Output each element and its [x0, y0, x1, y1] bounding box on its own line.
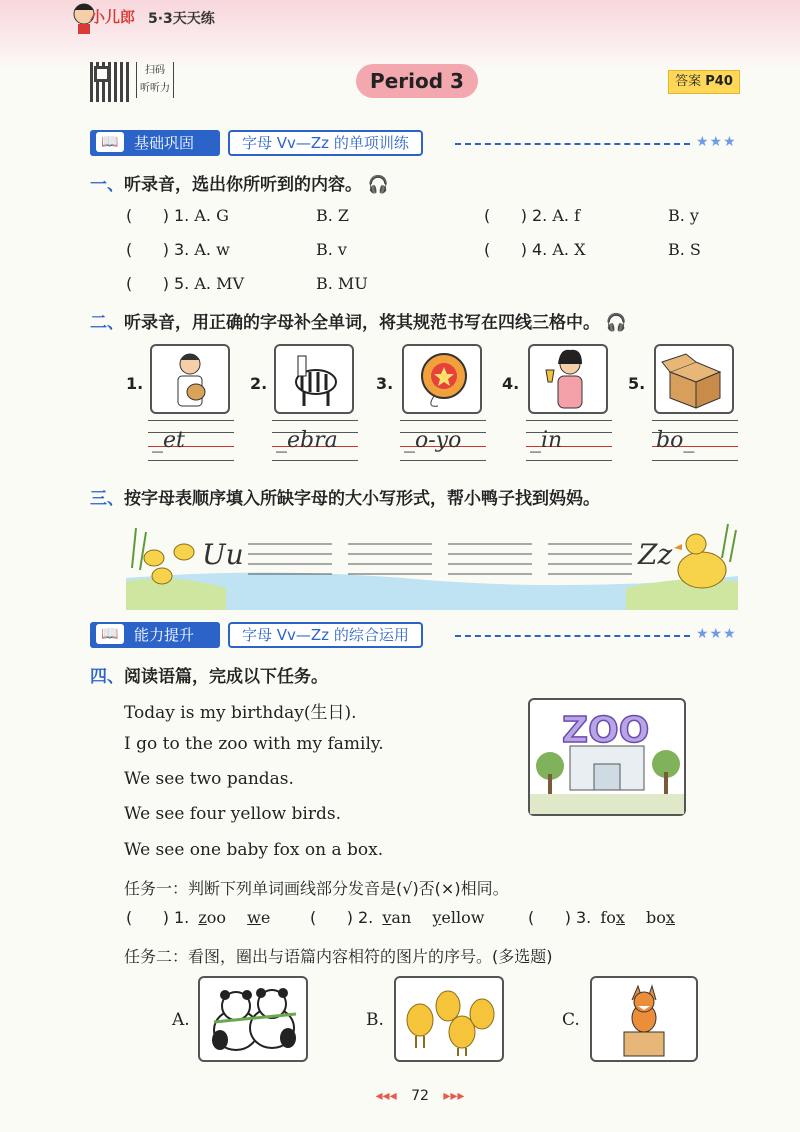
q1-item-3[interactable]: ( ) 3. A. w [126, 240, 230, 259]
q1-item-1[interactable]: ( ) 1. A. G [126, 206, 229, 225]
winner-picture [528, 344, 608, 414]
pet-picture [150, 344, 230, 414]
qr-code-icon[interactable] [90, 62, 130, 102]
task1-item-3[interactable]: ( ) 3. fox box [528, 908, 675, 927]
q1-item-4-option-b[interactable]: B. S [668, 240, 701, 259]
zoo-sign: ZOO [562, 710, 650, 751]
word-5-number: 5. [628, 374, 646, 393]
section-tag: 📖 基础巩固 [90, 130, 220, 156]
word-1: _et [152, 428, 185, 453]
q1-item-2[interactable]: ( ) 2. A. f [484, 206, 581, 225]
q1-item-2-option-b[interactable]: B. y [668, 206, 699, 225]
passage-line-2: I go to the zoo with my family. [124, 734, 384, 754]
scan-label: 扫码 听听力 [136, 62, 174, 98]
q1-item-3-option-b[interactable]: B. v [316, 240, 347, 259]
yellow-birds-picture[interactable] [394, 976, 504, 1062]
task-1-instruction: 任务一：判断下列单词画线部分发音是(√)否(×)相同。 [124, 879, 509, 898]
passage-line-1: Today is my birthday(生日). [124, 703, 357, 723]
question-3-title: 三、按字母表顺序填入所缺字母的大小写形式，帮小鸭子找到妈妈。 [90, 489, 600, 509]
section-subtitle: 字母 Vv—Zz 的单项训练 [228, 130, 423, 156]
star-rating-icon: ★★★ [696, 626, 737, 642]
brand-series: 5·3天天练 [148, 11, 215, 27]
section-header-basic [90, 130, 740, 156]
task-2-instruction: 任务二：看图，圈出与语篇内容相符的图片的序号。(多选题) [124, 947, 553, 966]
q1-item-5-option-b[interactable]: B. MU [316, 274, 368, 293]
word-2: _ebra [276, 428, 338, 453]
answer-badge: 答案 P40 [668, 70, 740, 94]
box-picture [654, 344, 734, 414]
question-4-title: 四、阅读语篇，完成以下任务。 [90, 667, 328, 687]
q1-item-4[interactable]: ( ) 4. A. X [484, 240, 586, 259]
word-4-number: 4. [502, 374, 520, 393]
passage-line-4: We see four yellow birds. [124, 804, 341, 824]
page-number: ◂◂◂ 72 ▸▸▸ [375, 1088, 465, 1104]
task1-item-2[interactable]: ( ) 2. van yellow [310, 908, 485, 927]
q1-item-5[interactable]: ( ) 5. A. MV [126, 274, 245, 293]
yoyo-picture [402, 344, 482, 414]
end-letter: Zz [638, 538, 673, 571]
option-b-label[interactable]: B. [366, 1010, 384, 1030]
section-tag: 📖 能力提升 [90, 622, 220, 648]
question-2-title: 二、听录音，用正确的字母补全单词，将其规范书写在四线三格中。 🎧 [90, 313, 628, 333]
option-c-label[interactable]: C. [562, 1010, 580, 1030]
passage-line-3: We see two pandas. [124, 769, 294, 789]
book-icon: 📖 [96, 624, 124, 644]
word-3-number: 3. [376, 374, 394, 393]
brand-name: 小儿郎 [90, 8, 136, 26]
dashed-divider [455, 143, 690, 145]
option-a-label[interactable]: A. [172, 1010, 190, 1030]
word-3: _o-yo [404, 428, 462, 453]
section-header-advanced [90, 622, 740, 648]
passage-line-5: We see one baby fox on a box. [124, 840, 384, 860]
word-5: bo_ [656, 428, 695, 453]
question-1-title: 一、听录音，选出你所听到的内容。 🎧 [90, 175, 390, 195]
word-2-number: 2. [250, 374, 268, 393]
word-4: _in [530, 428, 563, 453]
section-subtitle: 字母 Vv—Zz 的综合运用 [228, 622, 423, 648]
word-1-number: 1. [126, 374, 144, 393]
page-title: Period 3 [356, 64, 478, 98]
zebra-picture [274, 344, 354, 414]
zoo-picture [528, 698, 686, 816]
start-letter: Uu [202, 538, 244, 571]
star-rating-icon: ★★★ [696, 134, 737, 150]
fox-on-box-picture[interactable] [590, 976, 698, 1062]
book-icon: 📖 [96, 132, 124, 152]
task1-item-1[interactable]: ( ) 1. zoo we [126, 908, 271, 927]
pandas-picture[interactable] [198, 976, 308, 1062]
dashed-divider [455, 635, 690, 637]
q1-item-1-option-b[interactable]: B. Z [316, 206, 350, 225]
